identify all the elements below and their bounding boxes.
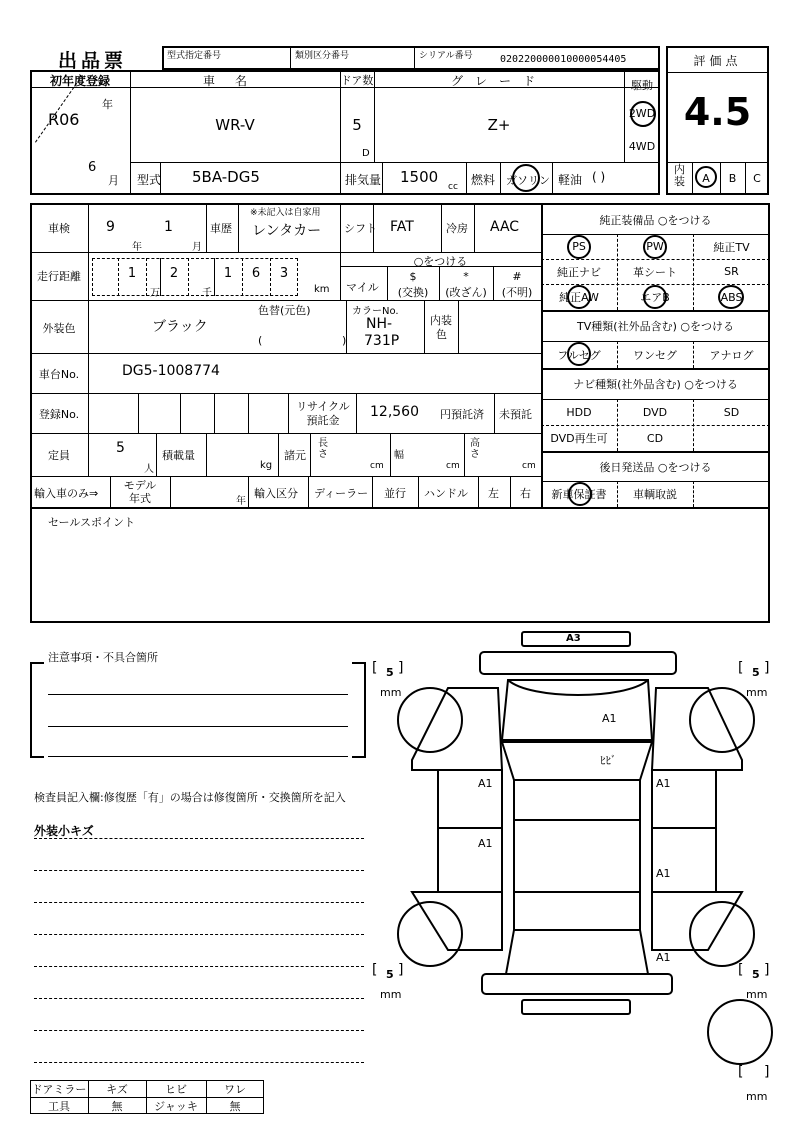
selected-circle (567, 235, 591, 259)
first-reg-month: 6 (88, 160, 97, 175)
legend-header: ヒビ (165, 1082, 187, 1096)
selected-circle (630, 101, 656, 127)
front-left-fender (412, 688, 502, 770)
recycle-label-2: 預託金 (306, 414, 340, 427)
fuel-gas: ガソリン (506, 174, 550, 187)
capacity-label: 定員 (48, 449, 70, 462)
tamper-symbol: * (463, 270, 469, 283)
sales-point-label: セールスポイント (48, 516, 136, 529)
tire-depth-rl: 5 (386, 968, 394, 981)
equipment-title: 純正装備品 ○をつける (599, 214, 712, 227)
score-label: 評価点 (693, 54, 742, 68)
shift-value: FAT (390, 219, 414, 235)
man-unit: 万 (150, 288, 160, 299)
displacement-value: 1500 (400, 168, 439, 186)
load-label: 積載量 (162, 449, 195, 462)
serial-value: 020220000010000054405 (500, 54, 627, 65)
front-left-wheel (398, 688, 462, 752)
interior-color-2: 色 (436, 328, 447, 341)
equip-pw: PW (646, 240, 664, 253)
interior-a: A (702, 172, 710, 185)
inspector-label: 検査員記入欄:修復歴「有」の場合は修復箇所・交換箇所を記入 (34, 791, 346, 804)
left-label: 左 (488, 487, 499, 500)
door-suffix: D (362, 148, 370, 159)
interior-b: B (728, 172, 737, 185)
chassis-value: DG5-1008774 (122, 363, 220, 379)
color-no-2: 731P (364, 333, 400, 349)
legend-value: ジャッキ (154, 1099, 198, 1113)
diagram-label: A1 (478, 837, 493, 850)
tire-bracket-close: ] (398, 962, 404, 978)
equip-navi: 純正ナビ (557, 265, 601, 279)
later-manual: 車輌取説 (633, 488, 677, 501)
legend-value: 工具 (48, 1099, 70, 1113)
tire-bracket-close: ] (764, 660, 770, 676)
doors-value: 5 (352, 116, 362, 134)
front-right-wheel (690, 688, 754, 752)
month-unit: 月 (108, 174, 119, 187)
recycle-value: 12,560 (370, 404, 419, 420)
dealer-label: ディーラー (314, 487, 369, 500)
model-value: 5BA-DG5 (192, 168, 260, 186)
history-value: レンタカー (252, 223, 322, 239)
tv-fullseg: フルセグ (557, 348, 601, 362)
legend-header: ドアミラー (31, 1082, 87, 1096)
rear-trim (522, 1000, 630, 1014)
equip-ps: PS (572, 240, 586, 253)
drive-4wd: 4WD (628, 140, 656, 153)
tire-bracket-close: ] (764, 962, 770, 978)
car-name-label: 車名 (202, 74, 267, 88)
first-reg-year: R06 (48, 110, 80, 129)
mile-label: マイル (346, 281, 379, 294)
interior-c: C (753, 172, 761, 185)
inspection-month: 1 (164, 219, 173, 235)
model-year-2: 年式 (129, 492, 151, 505)
inspection-year-unit: 年 (132, 242, 142, 253)
front-grille (480, 652, 676, 674)
car-name-value: WR-V (215, 116, 255, 134)
cm-unit: cm (370, 461, 384, 471)
navi-sd: SD (723, 405, 740, 419)
model-year-unit: 年 (236, 496, 246, 507)
mileage-digit: 1 (223, 266, 233, 281)
serial-label: シリアル番号 (419, 51, 473, 61)
diagram-label: A1 (656, 867, 671, 880)
rear-right-wheel (690, 902, 754, 966)
displacement-label: 排気量 (345, 173, 382, 187)
tire-depth-rr: 5 (752, 968, 760, 981)
handle-label: ハンドル (424, 487, 468, 500)
ac-value: AAC (490, 219, 520, 235)
recycle-unit: 円預託済 (440, 408, 484, 421)
inspection-label: 車検 (48, 222, 70, 235)
equip-sr: SR (724, 265, 739, 278)
history-label: 車歴 (210, 222, 232, 235)
sen-unit: 千 (202, 288, 212, 299)
navi-hdd: HDD (566, 405, 592, 419)
roof (514, 780, 640, 930)
cm-unit: cm (522, 461, 536, 471)
mileage-digit: 6 (251, 266, 261, 281)
width-label: 幅 (394, 450, 404, 461)
rear-left-wheel (398, 902, 462, 966)
year-unit: 年 (102, 98, 113, 111)
exterior-value: ブラック (152, 319, 208, 335)
import-label: 輸入車のみ⇒ (34, 487, 99, 500)
dim-label: 諸元 (284, 449, 306, 462)
mileage-digit: 3 (279, 266, 289, 281)
navi-cd: CD (646, 431, 664, 445)
navi-dvd-play: DVD再生可 (550, 432, 608, 445)
first-reg-label: 初年度登録 (49, 74, 110, 88)
inspector-text: 外装小キズ (34, 824, 94, 838)
selected-circle (643, 235, 667, 259)
capacity-value: 5 (116, 440, 125, 456)
mileage-label: 走行距離 (37, 270, 81, 283)
recycle-not: 未預託 (499, 408, 532, 421)
tire-depth-fl: 5 (386, 666, 394, 679)
fuel-diesel: 軽油 (558, 173, 583, 187)
model-code-label: 型式指定番号 (167, 51, 222, 61)
page-title: 出品票 (58, 50, 128, 72)
tire-bracket-close: ] (398, 660, 404, 676)
unknown-label: (不明) (501, 286, 533, 299)
selected-circle (567, 342, 591, 366)
doors-label: ドア数 (340, 74, 374, 87)
mileage-digit: 2 (169, 266, 179, 281)
tire-mm-unit: mm (380, 988, 402, 1001)
diagram-label: A1 (478, 777, 493, 790)
fuel-other: ( ) (592, 170, 606, 184)
legend-header: ワレ (224, 1082, 246, 1096)
import-class-label: 輸入区分 (254, 487, 298, 500)
interior-label: 内装 (674, 163, 685, 188)
car-damage-diagram (390, 630, 790, 1100)
selected-circle (568, 482, 592, 506)
tire-bracket-close: ] (764, 1064, 770, 1080)
recycle-label-1: リサイクル (296, 400, 350, 413)
equip-aw: 純正AW (559, 291, 599, 304)
rear-right-fender (652, 892, 742, 950)
history-note: ※未記入は自家用 (250, 208, 321, 218)
cc-unit: cc (448, 182, 458, 192)
tire-mm-unit: mm (746, 988, 768, 1001)
capacity-unit: 人 (144, 464, 154, 475)
selected-circle (643, 285, 667, 309)
color-no-1: NH- (366, 316, 393, 332)
tire-bracket-open: [ (738, 660, 744, 676)
rear-bumper (482, 974, 672, 994)
equip-abs: ABS (720, 290, 743, 304)
tire-depth-fr: 5 (752, 666, 760, 679)
caution-bracket-right (352, 662, 366, 758)
diagram-label: ﾋﾋﾞ (600, 754, 617, 767)
rear-glass (506, 930, 648, 974)
inspection-month-unit: 月 (192, 242, 202, 253)
equip-airbag: エアB (640, 291, 670, 304)
exchange-label: (交換) (397, 286, 429, 299)
length-label: 長さ (318, 438, 328, 460)
inspection-year: 9 (106, 219, 115, 235)
legend-header: キズ (106, 1082, 128, 1096)
load-unit: kg (260, 460, 273, 471)
exterior-label: 外装色 (42, 322, 76, 335)
selected-circle (695, 166, 717, 188)
tv-title: TV種類(社外品含む) ○をつける (577, 320, 734, 333)
caution-label: 注意事項・不具合箇所 (48, 651, 158, 664)
caution-bracket-left (30, 662, 44, 758)
diagram-label-a3: A3 (566, 633, 581, 644)
exchange-symbol: $ (409, 270, 417, 283)
category-label: 類別区分番号 (295, 51, 350, 61)
fuel-label: 燃料 (471, 173, 496, 187)
tv-analog: アナログ (709, 348, 754, 362)
navi-title: ナビ種類(社外品含む) ○をつける (573, 378, 738, 391)
reg-label: 登録No. (38, 408, 80, 421)
tire-mm-unit: mm (380, 686, 402, 699)
spare-wheel (708, 1000, 772, 1064)
score-value: 4.5 (683, 90, 752, 134)
later-title: 後日発送品 ○をつける (599, 461, 712, 474)
legend-value: 無 (229, 1099, 241, 1113)
ac-label: 冷房 (446, 222, 468, 235)
tamper-label: (改ざん) (445, 286, 487, 299)
rear-left-fender (412, 892, 502, 950)
selected-circle (567, 285, 591, 309)
repaint-label: 色替(元色) (258, 304, 311, 317)
later-warranty: 新車保証書 (551, 488, 607, 501)
cm-unit: cm (446, 461, 460, 471)
drive-2wd: 2WD (628, 107, 656, 120)
equip-tv: 純正TV (713, 240, 750, 254)
right-label: 右 (520, 487, 531, 500)
tv-oneseg: ワンセグ (633, 348, 677, 362)
model-label: 型式 (137, 173, 162, 187)
tire-bracket-open: [ (738, 1064, 744, 1080)
unknown-symbol: # (512, 270, 522, 283)
tire-mm-unit: mm (746, 686, 768, 699)
interior-color-1: 内装 (430, 314, 452, 327)
color-no-label: カラーNo. (352, 306, 399, 317)
shift-label: シフト (344, 222, 377, 235)
rear-right-door (652, 828, 716, 892)
drive-label: 駆動 (631, 79, 653, 92)
height-label: 高さ (470, 438, 480, 460)
equip-leather: 革シート (633, 265, 677, 279)
km-unit: km (314, 284, 330, 295)
selected-circle (718, 285, 744, 309)
repaint-close: ) (342, 334, 347, 347)
grade-label: グレード (450, 74, 547, 88)
model-year-1: モデル (123, 479, 157, 492)
chassis-label: 車台No. (38, 368, 80, 381)
navi-dvd: DVD (642, 405, 668, 419)
diagram-label: A1 (656, 777, 671, 790)
mark-note: ○をつける (413, 255, 468, 268)
windshield (502, 742, 652, 780)
legend-value: 無 (111, 1099, 123, 1113)
grade-value: Z+ (487, 116, 511, 134)
mileage-digit: 1 (127, 266, 137, 281)
tire-mm-unit: mm (746, 1090, 768, 1103)
tire-bracket-open: [ (372, 660, 378, 676)
parallel-label: 並行 (384, 487, 406, 500)
diagram-label: A1 (602, 712, 617, 725)
selected-circle (512, 164, 540, 192)
tire-bracket-open: [ (372, 962, 378, 978)
diagram-label: A1 (656, 951, 671, 964)
repaint-open: ( (258, 334, 263, 347)
tire-bracket-open: [ (738, 962, 744, 978)
